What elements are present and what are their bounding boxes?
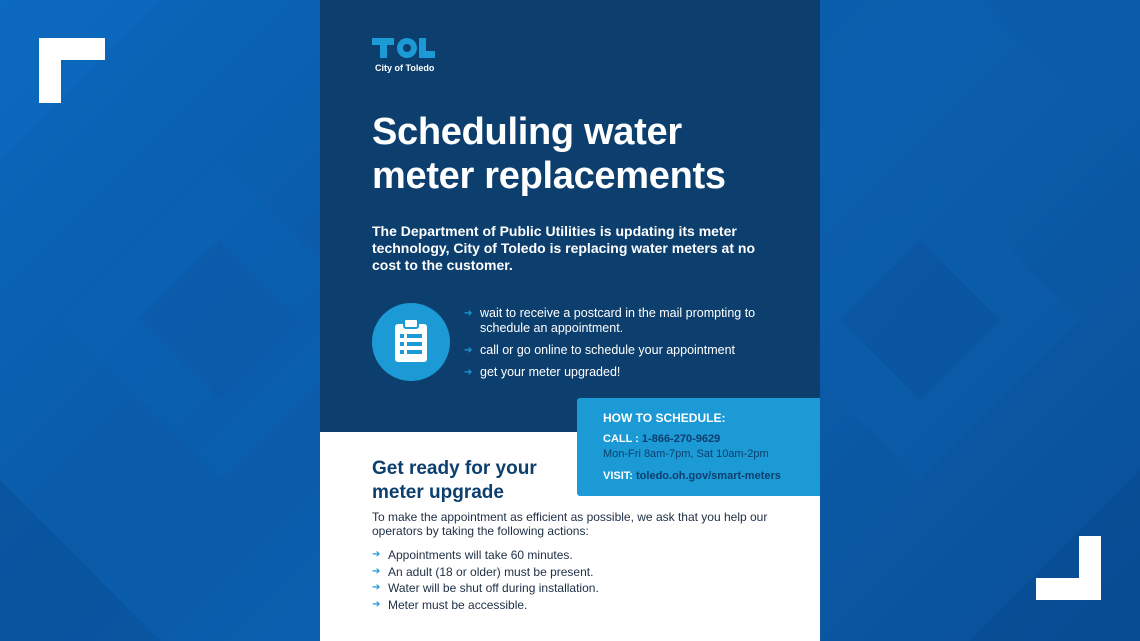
arrow-right-icon: ➔ bbox=[372, 598, 381, 610]
arrow-right-icon: ➔ bbox=[372, 582, 381, 594]
arrow-right-icon: ➔ bbox=[372, 549, 381, 560]
action-text: Appointments will take 60 minutes. bbox=[388, 548, 573, 562]
flyer bbox=[320, 0, 820, 641]
call-label: CALL : bbox=[603, 433, 639, 445]
phone-number-link[interactable]: 1-866-270-9629 bbox=[641, 433, 721, 445]
intro-text: The Department of Public Utilities is updating its meter technology, City of Toledo is replacing water meters at no cost to the customer. bbox=[372, 223, 755, 273]
ready-intro-text: To make the appointment as efficient as possible, we ask that you help our operators by taking the following actions: bbox=[372, 510, 768, 538]
website-link[interactable]: toledo.oh.gov/smart-meters bbox=[636, 470, 781, 482]
clipboard-icon-circle bbox=[372, 303, 450, 381]
step-text: get your meter upgraded! bbox=[480, 365, 621, 379]
flyer-top-panel bbox=[320, 0, 820, 432]
list-item bbox=[464, 306, 784, 336]
schedule-visit-line bbox=[603, 470, 781, 482]
actions-list bbox=[372, 548, 772, 614]
steps-list bbox=[464, 306, 784, 387]
logo-subtitle: City of Toledo bbox=[375, 63, 435, 73]
list-item bbox=[372, 598, 772, 612]
action-text: Meter must be accessible. bbox=[388, 597, 528, 612]
step-text: call or go online to schedule your appointment bbox=[480, 343, 736, 357]
schedule-heading: HOW TO SCHEDULE: bbox=[603, 411, 726, 425]
clipboard-list-icon bbox=[393, 318, 429, 364]
corner-bracket-bottom-right bbox=[1036, 536, 1101, 600]
schedule-call-line bbox=[603, 433, 720, 445]
arrow-right-icon: ➔ bbox=[372, 565, 381, 577]
logo-mark-text: TOL bbox=[404, 59, 406, 60]
action-text: Water will be shut off during installation. bbox=[388, 581, 599, 596]
city-logo bbox=[372, 36, 436, 73]
visit-label: VISIT: bbox=[603, 470, 633, 482]
how-to-schedule-box bbox=[577, 398, 820, 496]
list-item bbox=[464, 343, 784, 358]
list-item bbox=[372, 548, 772, 562]
page-title: Scheduling water meter replacements bbox=[372, 111, 726, 197]
arrow-right-icon: ➔ bbox=[464, 345, 473, 356]
tol-logo-mark bbox=[372, 36, 436, 60]
list-item bbox=[372, 581, 772, 595]
list-item bbox=[464, 365, 784, 380]
ready-heading: Get ready for your meter upgrade bbox=[372, 458, 537, 503]
step-text: wait to receive a postcard in the mail prompting to schedule an appointment. bbox=[480, 306, 756, 335]
arrow-right-icon: ➔ bbox=[464, 308, 473, 319]
action-text: An adult (18 or older) must be present. bbox=[388, 564, 594, 579]
list-item bbox=[372, 565, 772, 579]
schedule-hours: Mon-Fri 8am-7pm, Sat 10am-2pm bbox=[603, 448, 769, 460]
arrow-right-icon: ➔ bbox=[464, 367, 473, 378]
corner-bracket-top-left bbox=[39, 38, 105, 103]
